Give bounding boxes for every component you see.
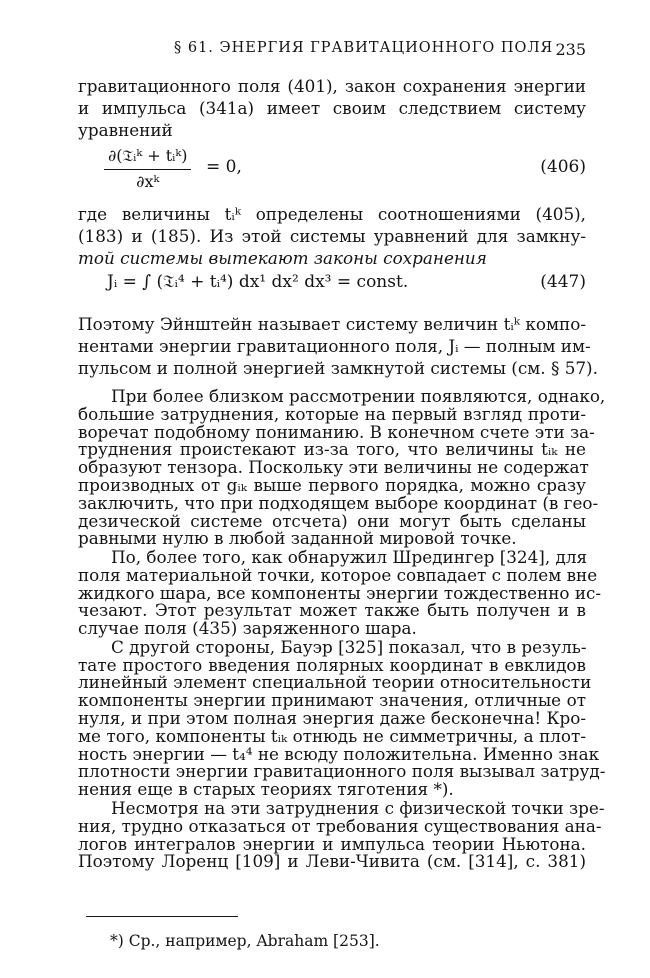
- equation-447: [0, 272, 650, 298]
- text-line: пульсом и полной энергией замкнутой системы (см. § 57).: [78, 358, 598, 378]
- text-line: заключить, что при подходящем выборе координат (в гео-: [78, 493, 599, 513]
- text-line: ния, трудно отказаться от требования существования ана-: [78, 816, 602, 836]
- equation-number-447: (447): [540, 272, 586, 292]
- text-line: Несмотря на эти затруднения с физической точки зре-: [111, 798, 605, 818]
- page-number: 235: [555, 40, 586, 59]
- text-line: воречат подобному пониманию. В конечном счете эти за-: [78, 422, 595, 442]
- equation-number-406: (406): [540, 157, 586, 177]
- text-line: равными нулю в любой заданной мировой точке.: [78, 528, 517, 548]
- text-line: поля материальной точки, которое совпадает с полем вне: [78, 565, 598, 585]
- fraction-numerator: ∂(𝔗ᵢᵏ + tᵢᵏ): [108, 146, 188, 165]
- text-line: дезической системе отсчета) они могут быть сделаны: [78, 511, 586, 531]
- equation-406-rhs: = 0,: [206, 157, 242, 177]
- text-line: ность энергии — t₄⁴ не всюду положительна. Именно знак: [78, 744, 600, 764]
- text-line: Поэтому Эйнштейн называет систему величин tᵢᵏ компо-: [78, 314, 586, 334]
- fraction-denominator: ∂xᵏ: [136, 172, 160, 191]
- running-title: § 61. ЭНЕРГИЯ ГРАВИТАЦИОННОГО ПОЛЯ: [174, 40, 554, 56]
- text-line: случае поля (435) заряженного шара.: [78, 618, 417, 638]
- text-line: (183) и (185). Из этой системы уравнений для замкну-: [78, 226, 586, 246]
- text-line: где величины tᵢᵏ определены соотношениями (405),: [78, 204, 586, 224]
- text-line: При более близком рассмотрении появляются, однако,: [111, 386, 606, 406]
- text-line: гравитационного поля (401), закон сохранения энергии: [78, 76, 586, 96]
- text-line: труднения проистекают из-за того, что величины tᵢₖ не: [78, 439, 586, 459]
- text-line: С другой стороны, Бауэр [325] показал, что в резуль-: [111, 637, 587, 657]
- text-line: плотности энергии гравитационного поля вызывал затруд-: [78, 761, 606, 781]
- text-line: жидкого шара, все компоненты энергии тождественно ис-: [78, 583, 602, 603]
- text-line: тате простого введения полярных координат в евклидов: [78, 655, 586, 675]
- footnote: *) Ср., например, Abraham [253].: [110, 932, 380, 950]
- text-line: чезают. Этот результат может также быть получен и в: [78, 600, 586, 620]
- text-line: линейный элемент специальной теории относительности: [78, 672, 592, 692]
- text-line: нентами энергии гравитационного поля, Jᵢ — полным им-: [78, 336, 591, 356]
- footnote-rule: [86, 916, 238, 917]
- text-line: ме того, компоненты tᵢₖ отнюдь не симметричны, а плот-: [78, 726, 586, 746]
- text-line: компоненты энергии принимают значения, отличные от: [78, 690, 586, 710]
- text-line: нуля, и при этом полная энергия даже бесконечна! Кро-: [78, 708, 586, 728]
- running-header: [78, 40, 586, 66]
- text-line: логов интегралов энергии и импульса теории Ньютона.: [78, 834, 586, 854]
- text-line: уравнений: [78, 120, 173, 140]
- text-line: той системы вытекают законы сохранения: [78, 248, 487, 268]
- text-line: Поэтому Лоренц [109] и Леви-Чивита (см. [314], с. 381): [78, 851, 586, 871]
- text-line: большие затруднения, которые на первый взгляд проти-: [78, 404, 586, 424]
- text-line: и импульса (341a) имеет своим следствием систему: [78, 98, 586, 118]
- equation-406-fraction: [104, 146, 191, 191]
- text-line: нения еще в старых теориях тяготения *).: [78, 779, 454, 799]
- equation-447-formula: Jᵢ = ∫ (𝔗ᵢ⁴ + tᵢ⁴) dx¹ dx² dx³ = const.: [107, 272, 409, 292]
- equation-406: [0, 146, 650, 196]
- text-line: По, более того, как обнаружил Шредингер [324], для: [111, 547, 588, 567]
- text-line: производных от gᵢₖ выше первого порядка, можно сразу: [78, 475, 586, 495]
- fraction-bar: [104, 169, 191, 170]
- text-line: образуют тензора. Поскольку эти величины не содержат: [78, 457, 589, 477]
